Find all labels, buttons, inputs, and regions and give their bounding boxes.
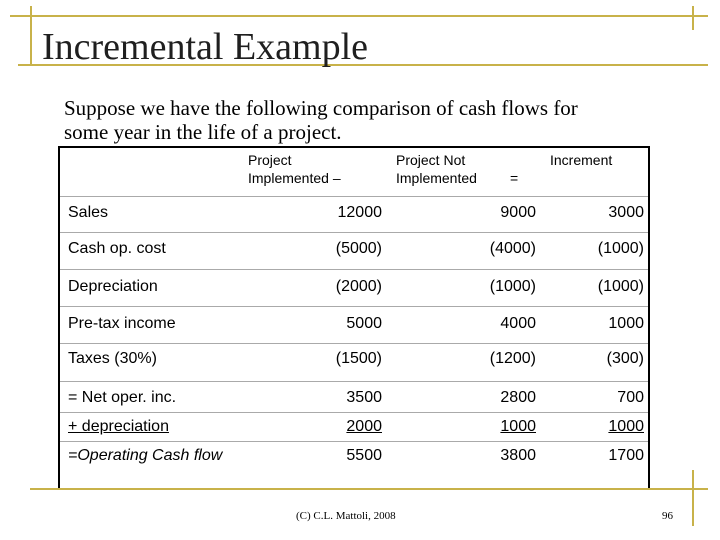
- value-increment: 1000: [608, 315, 644, 332]
- value-implemented: (2000): [335, 278, 382, 295]
- value-not-implemented: (1200): [489, 350, 536, 367]
- cash-flow-table: [58, 146, 650, 490]
- header-not-implemented-line2: Implemented: [396, 170, 477, 186]
- value-not-implemented: 9000: [500, 204, 536, 221]
- value-increment: 1700: [608, 447, 644, 464]
- header-not-implemented-line1: Project Not: [396, 152, 466, 168]
- header-implemented: [248, 151, 341, 187]
- value-implemented: (5000): [335, 240, 382, 257]
- value-implemented: 5000: [346, 315, 382, 332]
- row-label: + depreciation: [68, 418, 169, 435]
- top-rule: [10, 15, 708, 17]
- header-not-implemented: [396, 151, 477, 187]
- left-accent-rule: [30, 6, 32, 64]
- value-not-implemented: 3800: [500, 447, 536, 464]
- value-increment: 1000: [608, 418, 644, 435]
- value-increment: (300): [606, 350, 644, 367]
- value-not-implemented: (1000): [489, 278, 536, 295]
- value-implemented: 3500: [346, 389, 382, 406]
- row-divider: [60, 412, 648, 413]
- value-implemented: 5500: [346, 447, 382, 464]
- row-label: Taxes (30%): [68, 350, 157, 367]
- row-divider: [60, 441, 648, 442]
- header-equals-sign: =: [510, 170, 519, 186]
- value-not-implemented: 4000: [500, 315, 536, 332]
- row-divider: [60, 232, 648, 233]
- row-divider: [60, 381, 648, 382]
- value-implemented: (1500): [335, 350, 382, 367]
- value-increment: 3000: [608, 204, 644, 221]
- row-divider: [60, 306, 648, 307]
- value-increment: (1000): [597, 278, 644, 295]
- value-not-implemented: (4000): [489, 240, 536, 257]
- value-implemented: 12000: [337, 204, 382, 221]
- row-label: Pre-tax income: [68, 315, 176, 332]
- slide-title: Incremental Example: [42, 26, 369, 68]
- header-implemented-line2: Implemented –: [248, 170, 341, 186]
- bottom-accent-rule: [692, 470, 694, 526]
- row-divider: [60, 269, 648, 270]
- row-label: =Operating Cash flow: [68, 447, 223, 464]
- row-divider: [60, 343, 648, 344]
- bottom-rule: [30, 488, 708, 490]
- intro-text: Suppose we have the following comparison of cash flows for some year in the life of a project.: [64, 96, 578, 144]
- value-increment: (1000): [597, 240, 644, 257]
- header-implemented-line1: Project: [248, 152, 292, 168]
- row-label: Depreciation: [68, 278, 158, 295]
- row-label: Cash op. cost: [68, 240, 166, 257]
- header-increment: Increment: [550, 152, 613, 168]
- page-number: 96: [662, 510, 673, 522]
- value-not-implemented: 1000: [500, 418, 536, 435]
- value-not-implemented: 2800: [500, 389, 536, 406]
- value-implemented: 2000: [346, 418, 382, 435]
- value-increment: 700: [617, 389, 644, 406]
- copyright-footer: (C) C.L. Mattoli, 2008: [296, 510, 396, 522]
- right-accent-rule: [692, 6, 694, 30]
- row-label: = Net oper. inc.: [68, 389, 177, 406]
- row-divider: [60, 196, 648, 197]
- row-label: Sales: [68, 204, 109, 221]
